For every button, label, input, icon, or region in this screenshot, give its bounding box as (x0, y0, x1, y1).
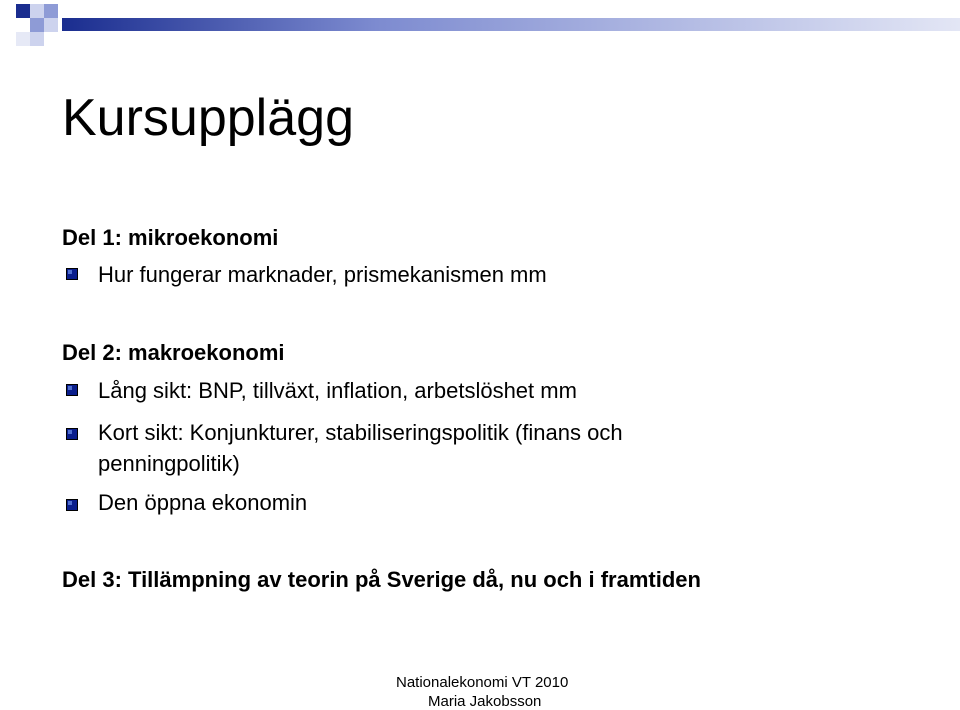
bullet-square-icon (66, 384, 78, 396)
deco-square (16, 4, 30, 18)
deco-square (30, 32, 44, 46)
section-heading-1: Del 1: mikroekonomi (62, 225, 279, 250)
deco-square (30, 4, 44, 18)
bullet-item-continuation: penningpolitik) (98, 451, 240, 476)
header-decoration (0, 0, 960, 60)
deco-square (16, 32, 30, 46)
section-heading-3: Del 3: Tillämpning av teorin på Sverige då, nu och i framtiden (62, 567, 701, 592)
deco-square (30, 18, 44, 32)
bullet-item: Den öppna ekonomin (98, 490, 308, 515)
deco-bar (62, 18, 960, 31)
bullet-item: Hur fungerar marknader, prismekanismen mm (98, 262, 547, 287)
deco-square (44, 18, 58, 32)
footer-course: Nationalekonomi VT 2010 (396, 674, 569, 691)
bullet-square-icon (66, 268, 78, 280)
bullet-square-icon (66, 428, 78, 440)
deco-square (44, 4, 58, 18)
slide-title: Kursupplägg (62, 89, 354, 147)
bullet-square-icon (66, 499, 78, 511)
section-heading-2: Del 2: makroekonomi (62, 340, 285, 365)
footer-author: Maria Jakobsson (428, 693, 542, 710)
bullet-item: Lång sikt: BNP, tillväxt, inflation, arbetslöshet mm (98, 378, 577, 403)
bullet-item: Kort sikt: Konjunkturer, stabiliseringspolitik (finans och (98, 420, 623, 445)
